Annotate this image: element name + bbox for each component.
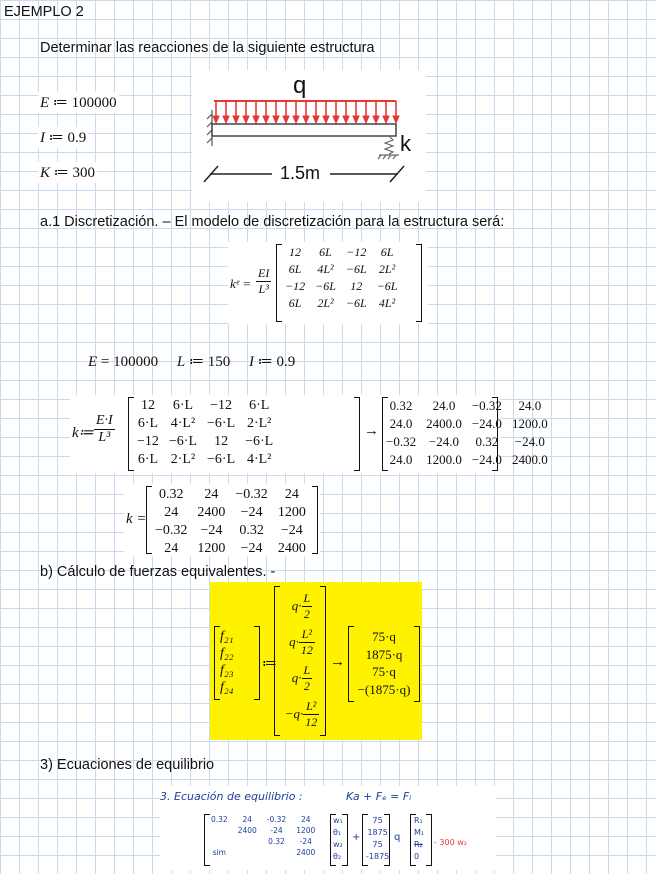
load-arrowhead [343,116,349,123]
matrix-cell: 4L² [317,262,334,276]
param-k: K ≔ 300 [38,162,97,183]
handwritten-q: q [394,832,401,843]
ke-factor: $\frac{EI}{\text{L³}}$ [258,266,270,296]
matrix-cell: 6·L [137,416,159,431]
matrix-cell: 1200.0 [426,452,462,467]
matrix-cell: 24 [284,487,299,502]
load-arrowhead [213,116,219,123]
matrix-cell: sim [212,848,226,857]
matrix-cell: −0.32 [235,487,268,502]
force-expression: q· $\frac{L}{2}$ [291,662,311,693]
force-expressions [280,588,324,732]
param-e: E ≔ 100000 [38,92,119,113]
matrix-cell [206,836,233,847]
matrix-cell: 1200 [197,541,226,556]
matrix-cell: 2L² [378,262,396,276]
k-symbolic-table [132,397,278,469]
load-arrowhead [323,116,329,123]
ke-lhs: kᵉ = [230,276,252,291]
matrix-cell: 6·L [249,398,270,413]
load-arrowhead [373,116,379,123]
matrix-cell: −24 [240,541,263,556]
matrix-cell: 24 [204,487,219,502]
stiffness-definition [70,395,548,473]
matrix-cell: 2400.0 [511,452,548,467]
matrix-cell: 2·L² [170,452,196,467]
matrix-cell: 4·L² [246,452,272,467]
ke-matrix-table [280,244,402,312]
force-arrow: → [330,654,345,670]
load-arrowhead [233,116,239,123]
section-3-heading: 3) Ecuaciones de equilibrio [40,757,215,773]
matrix-cell: 24.0 [389,452,413,467]
k-eval-table [150,486,311,558]
matrix-cell: 2400 [197,505,226,520]
load-arrowhead [273,116,279,123]
matrix-cell: -24 [270,826,283,835]
matrix-cell: −24.0 [471,416,502,431]
matrix-cell: 6L [288,262,302,276]
matrix-row [206,814,320,825]
matrix-cell: 2L² [317,296,334,310]
matrix-cell: 2400 [237,826,257,835]
load-arrowhead [363,116,369,123]
force-result-vector: 75·q 1875·q 75·q −(1875·q) [357,629,411,697]
param-i: I ≔ 0.9 [38,127,88,148]
values-line: E = 100000 L ≔ 150 I ≔ 0.9 [88,354,296,370]
load-arrowhead [243,116,249,123]
spring-label: k [400,131,411,156]
matrix-cell: −24.0 [471,452,502,467]
matrix-cell: −6L [315,279,336,293]
k-def-lhs: k≔ [72,425,94,441]
load-arrowhead [283,116,289,123]
matrix-cell [233,836,262,847]
load-arrowhead [383,116,389,123]
section-b-heading: b) Cálculo de fuerzas equivalentes. - [40,564,276,580]
matrix-cell: −24.0 [514,434,545,449]
handwritten-plus: + [352,832,361,843]
matrix-cell: −24 [240,505,263,520]
matrix-row [381,451,553,469]
matrix-cell: −6L [345,296,367,310]
matrix-cell: 24.0 [518,398,542,413]
load-arrowhead [353,116,359,123]
matrix-cell: 24.0 [432,398,456,413]
matrix-cell: -24 [299,837,312,846]
equivalent-forces-box [210,582,422,740]
beam [212,124,396,136]
matrix-row [150,540,311,558]
matrix-cell: 12 [214,434,229,449]
handwritten-notes [160,786,496,870]
matrix-cell: 4L² [378,296,396,310]
matrix-cell: 12 [289,245,302,259]
matrix-row [132,451,278,469]
matrix-cell: 6L [288,296,302,310]
matrix-row [132,415,278,433]
matrix-cell: 1200 [296,826,316,835]
matrix-row [206,847,320,858]
matrix-row [381,433,553,451]
matrix-cell: 24 [300,815,311,824]
matrix-cell: −12 [210,398,233,413]
matrix-cell: 0.32 [475,434,499,449]
load-arrowhead [293,116,299,123]
force-expression: q· $\frac{\text{L²}}{12}$ [289,626,313,657]
matrix-cell: −6·L [207,452,236,467]
matrix-cell: 24 [242,815,253,824]
matrix-row [150,486,311,504]
spring-support [378,136,399,159]
matrix-row [150,504,311,522]
matrix-cell: 12 [140,398,155,413]
k-def-arrow: → [364,423,379,439]
matrix-cell: 2400 [277,541,306,556]
matrix-cell: 0.32 [268,837,285,846]
matrix-cell: -0.32 [266,815,287,824]
matrix-cell: −6L [345,262,367,276]
matrix-cell: −12 [137,434,159,449]
matrix-cell: 24 [164,541,179,556]
matrix-row [280,295,402,312]
matrix-cell: 4·L² [170,416,196,431]
matrix-row [206,836,320,847]
matrix-cell: 6·L [172,398,194,413]
load-arrowhead [253,116,259,123]
handwritten-note: - 300 w₂ [434,838,467,847]
force-vector-lhs: f₂₁ f₂₂ f₂₃ f₂₄ [220,629,234,695]
load-arrowhead [223,116,229,123]
matrix-cell: 1200 [277,505,306,520]
stiffness-evaluated [124,484,320,556]
matrix-cell [262,847,291,858]
matrix-cell [206,825,233,836]
matrix-cell: 2·L² [246,416,272,431]
matrix-row [132,397,278,415]
handwritten-unknowns: w₁ θ₁ w₂ θ₂ [330,814,348,866]
matrix-cell: 0.32 [239,523,264,538]
k-numeric-table [381,397,553,469]
handwritten-force-vector: 75 1875 75 -1875 [362,814,390,866]
handwritten-reactions: R₁ M₁ R₂ 0 [410,814,432,866]
force-assign-op: ≔ [262,656,277,672]
load-arrowhead [333,116,339,123]
matrix-cell: −24.0 [428,434,460,449]
k-eval-lhs: k = [126,511,147,527]
load-label: q [293,72,307,99]
matrix-row [280,244,402,261]
matrix-row [381,415,553,433]
length-label: 1.5m [280,163,321,183]
matrix-cell [233,847,262,858]
load-arrowhead [393,116,399,123]
handwritten-formula: Ka + Fₑ = Fᵢ [346,790,412,803]
section-a1-heading: a.1 Discretización. – El modelo de discretización para la estructura será: [40,214,505,230]
matrix-cell: 0.32 [211,815,228,824]
matrix-row [206,825,320,836]
matrix-cell: −6·L [168,434,198,449]
matrix-cell: −24 [200,523,223,538]
matrix-cell: −6L [376,279,398,293]
matrix-cell: 24 [164,505,179,520]
matrix-cell: −6·L [245,434,274,449]
matrix-cell: −0.32 [155,523,188,538]
load-arrowhead [303,116,309,123]
force-expression: −q· $\frac{\text{L²}}{12}$ [284,698,318,729]
matrix-cell: 0.32 [158,487,184,502]
load-arrowhead [263,116,269,123]
matrix-cell: −12 [346,245,367,259]
beam-figure [192,70,426,202]
matrix-row [150,522,311,540]
matrix-cell: 0.32 [389,398,413,413]
matrix-cell: 1200.0 [511,416,548,431]
matrix-cell: −0.32 [386,434,417,449]
intro-text: Determinar las reacciones de la siguiente estructura [40,40,375,56]
matrix-row [280,261,402,278]
distributed-load [213,101,399,123]
handwritten-matrix [204,814,326,866]
matrix-cell: 24.0 [389,416,413,431]
matrix-cell: 12 [350,279,363,293]
handwritten-title: 3. Ecuación de equilibrio : [160,790,303,803]
matrix-cell: 2400 [296,848,316,857]
k-def-factor: $\frac{E\cdot I}{\text{L³}}$ [96,413,113,445]
matrix-cell: −12 [285,279,306,293]
matrix-row [132,433,278,451]
matrix-cell: 6L [319,245,332,259]
matrix-row [381,397,553,415]
matrix-cell: −6·L [207,416,236,431]
matrix-row [280,278,402,295]
matrix-cell: 2400.0 [426,416,462,431]
load-arrowhead [313,116,319,123]
matrix-cell: −24 [280,523,303,538]
force-expression: q· $\frac{L}{2}$ [291,590,311,621]
matrix-cell: 6L [380,245,394,259]
generic-stiffness-matrix [228,242,428,324]
page-title: EJEMPLO 2 [4,4,84,20]
matrix-cell: 6·L [137,452,159,467]
matrix-cell: −0.32 [471,398,502,413]
